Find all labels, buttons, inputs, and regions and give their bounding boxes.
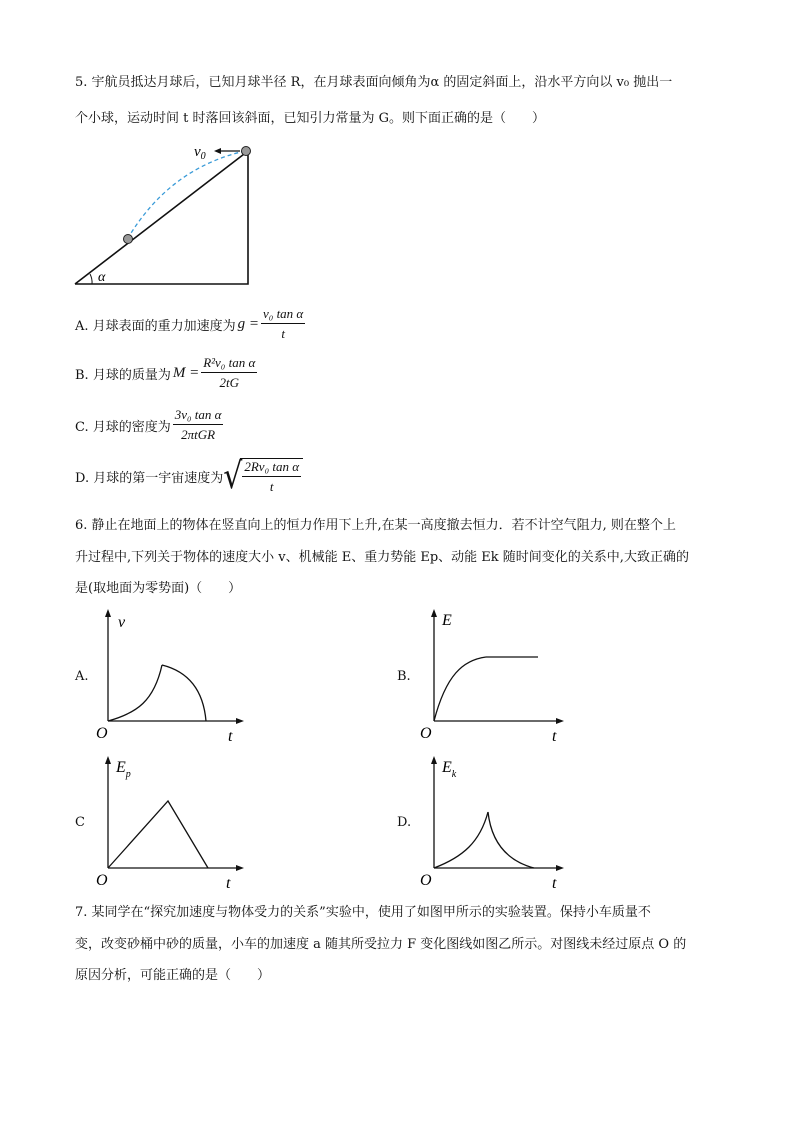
graph-c-label[interactable]: C [75, 815, 85, 830]
graph-a-label[interactable]: A. [75, 669, 89, 684]
graph-b-label[interactable]: B. [397, 669, 411, 684]
q6-line1: 6. 静止在地面上的物体在竖直向上的恒力作用下上升,在某一高度撤去恒力．若不计空气阻力, 则在整个上 [75, 518, 676, 533]
svg-text:v: v [118, 614, 126, 631]
graph-a[interactable] [92, 605, 252, 745]
svg-text:Ep: $E_p$ [116, 759, 131, 780]
ball-start [242, 147, 251, 156]
q6-line3: 是(取地面为零势面)（ ） [75, 581, 242, 596]
q7-line3: 原因分析，可能正确的是（ ） [75, 968, 271, 983]
curve-c [108, 801, 208, 868]
svg-text:t: t [552, 875, 557, 892]
graph-d[interactable] [418, 752, 578, 892]
trajectory [128, 151, 245, 238]
incline-diagram [70, 138, 260, 288]
q5-option-b[interactable]: B. 月球的质量为 M = $\frac{\text{R²v₀ tan α}}{2tG}$ [75, 355, 256, 390]
incline-triangle [75, 151, 248, 284]
svg-text:t: t [552, 728, 557, 745]
curve-a-rise [108, 665, 162, 721]
angle-label: α [98, 270, 106, 285]
graph-b[interactable] [418, 605, 578, 745]
q5-line1: 5. 宇航员抵达月球后，已知月球半径 R，在月球表面向倾角为α 的固定斜面上，沿水平方向以 v₀ 抛出一 [75, 75, 673, 90]
v0-label: $v_0$ [194, 144, 206, 162]
curve-d-rise [434, 812, 488, 868]
angle-arc [90, 274, 92, 284]
svg-text:Ek: $E_k$ [442, 759, 457, 780]
svg-text:O: O [420, 725, 432, 742]
ball-end [124, 235, 133, 244]
q7-line2: 变，改变砂桶中砂的质量，小车的加速度 a 随其所受拉力 F 变化图线如图乙所示。对图线未经过原点 O 的 [75, 937, 687, 952]
svg-text:O: O [420, 872, 432, 889]
svg-text:t: t [228, 728, 233, 745]
graph-c[interactable] [92, 752, 252, 892]
curve-a-fall [162, 665, 206, 721]
svg-text:O: O [96, 725, 108, 742]
q5-option-d[interactable]: D. 月球的第一宇宙速度为 √ $\frac{\text{2Rv₀ tan α}}{t}$ [75, 458, 303, 495]
velocity-arrowhead [214, 148, 221, 154]
q7-line1: 7. 某同学在“探究加速度与物体受力的关系”实验中，使用了如图甲所示的实验装置。保持小车质量不 [75, 905, 651, 920]
svg-text:O: O [96, 872, 108, 889]
curve-d-fall [488, 812, 534, 868]
svg-text:t: t [226, 875, 231, 892]
svg-text:E: E [442, 612, 452, 629]
q5-option-a[interactable]: A. 月球表面的重力加速度为 g = $\frac{\text{v₀ tan α}}{t}$ [75, 306, 304, 341]
curve-b-rise [434, 657, 486, 721]
graph-d-label[interactable]: D. [397, 815, 412, 830]
q6-line2: 升过程中,下列关于物体的速度大小 v、机械能 E、重力势能 Ep、动能 Ek 随时间变化的关系中,大致正确的 [75, 550, 689, 565]
q5-line2: 个小球，运动时间 t 时落回该斜面，已知引力常量为 G。则下面正确的是（ ） [75, 111, 546, 126]
q5-option-c[interactable]: C. 月球的密度为 $\frac{\text{3v₀ tan α}}{\text{2πtGR}}$ [75, 407, 222, 442]
